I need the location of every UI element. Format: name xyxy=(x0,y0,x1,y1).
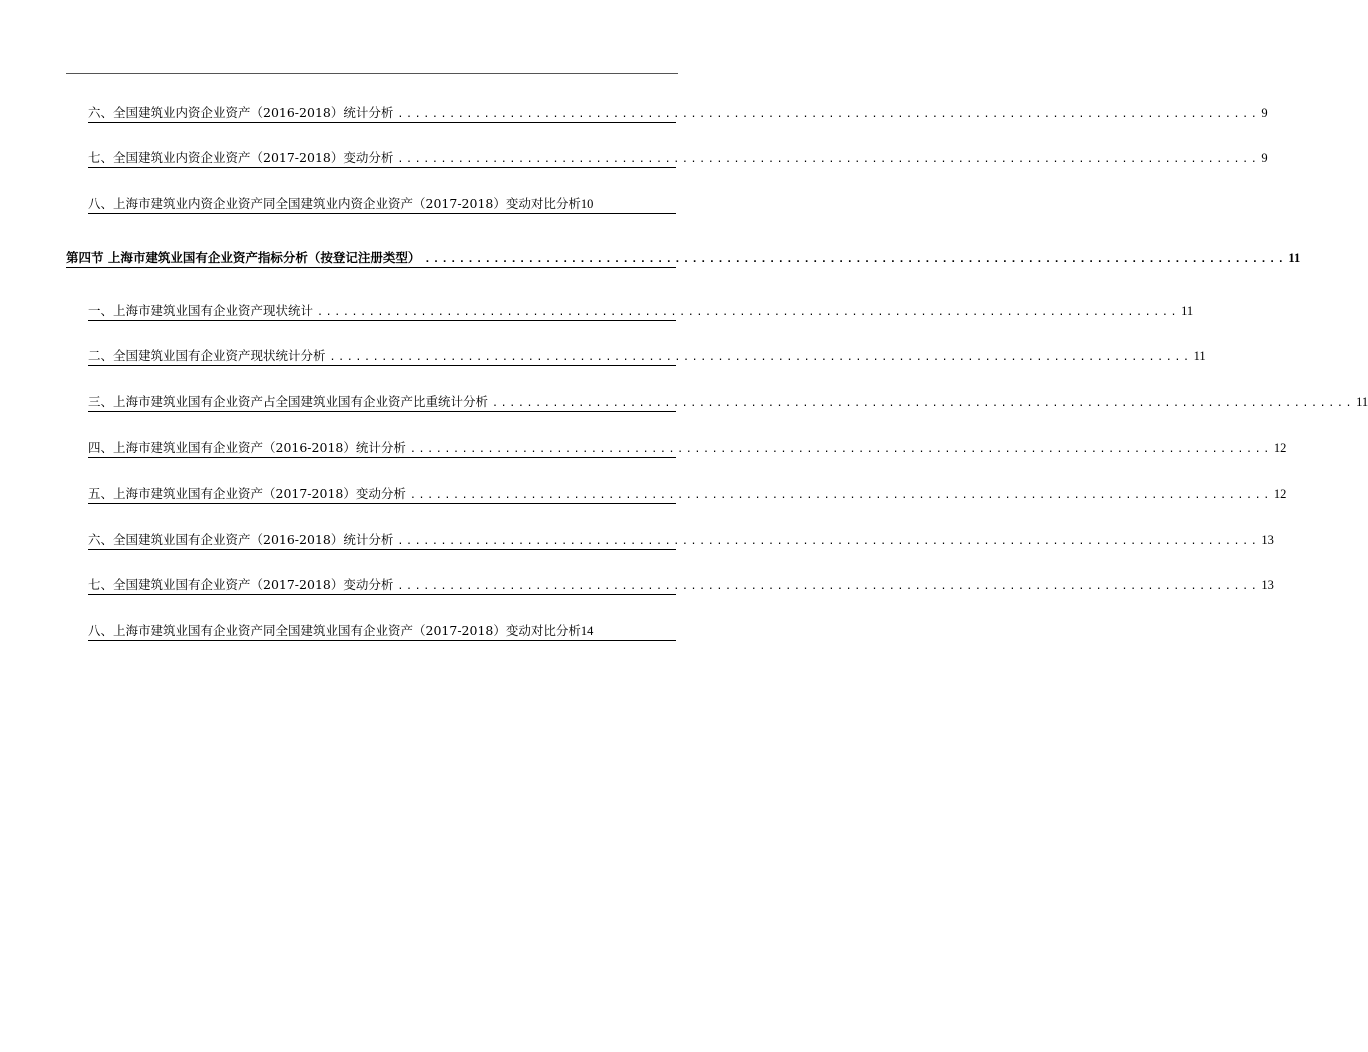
toc-entry[interactable] xyxy=(88,302,1194,321)
toc-entry[interactable] xyxy=(88,195,676,214)
toc-entry-title: 六、全国建筑业国有企业资产（2016-2018）统计分析 xyxy=(88,532,394,547)
toc-entry-page: 13 xyxy=(1261,578,1274,592)
toc-entry-page: 10 xyxy=(580,197,594,211)
toc-leader-dots: .................................................................................................... xyxy=(397,581,1260,592)
toc-entry-page: 12 xyxy=(1273,487,1287,501)
toc-entry-page: 9 xyxy=(1261,151,1268,165)
toc-entry-title: 七、全国建筑业国有企业资产（2017-2018）变动分析 xyxy=(88,577,394,592)
toc-entry-page: 11 xyxy=(1193,349,1206,363)
toc-entry[interactable] xyxy=(88,485,1287,504)
toc-entry-page: 11 xyxy=(1181,304,1194,318)
toc-leader-dots: .................................................................................................... xyxy=(409,490,1272,501)
toc-entry[interactable] xyxy=(88,393,1368,412)
toc-entry-title: 八、上海市建筑业国有企业资产同全国建筑业国有企业资产（2017-2018）变动对比分析 xyxy=(88,623,581,638)
toc-entry-title: 八、上海市建筑业内资企业资产同全国建筑业内资企业资产（2017-2018）变动对比分析 xyxy=(88,196,581,211)
toc-entry-page: 13 xyxy=(1261,533,1274,547)
toc-entry-page: 12 xyxy=(1273,441,1287,455)
toc-entry-title: 一、上海市建筑业国有企业资产现状统计 xyxy=(88,303,314,318)
toc-entry[interactable] xyxy=(88,622,676,641)
toc-entry-title: 三、上海市建筑业国有企业资产占全国建筑业国有企业资产比重统计分析 xyxy=(88,394,489,409)
toc-leader-dots: .................................................................................................... xyxy=(397,109,1260,120)
toc-entry-title: 六、全国建筑业内资企业资产（2016-2018）统计分析 xyxy=(88,105,394,120)
toc-entry[interactable] xyxy=(88,576,1274,595)
toc-entry[interactable] xyxy=(88,104,1268,123)
toc-leader-dots: .................................................................................................... xyxy=(409,444,1272,455)
toc-section-title: 第四节 上海市建筑业国有企业资产指标分析（按登记注册类型） xyxy=(66,250,421,265)
toc-leader-dots: .................................................................................................... xyxy=(492,398,1355,409)
toc-leader-dots: .................................................................................................... xyxy=(397,154,1260,165)
toc-leader-dots: .................................................................................................... xyxy=(317,307,1180,318)
toc-section-entry[interactable] xyxy=(66,249,1301,268)
toc-entry-title: 五、上海市建筑业国有企业资产（2017-2018）变动分析 xyxy=(88,486,406,501)
toc-leader-dots: .................................................................................................... xyxy=(424,254,1287,265)
toc-entry-page: 9 xyxy=(1261,106,1268,120)
toc-entry-title: 七、全国建筑业内资企业资产（2017-2018）变动分析 xyxy=(88,150,394,165)
toc-section-page: 11 xyxy=(1288,251,1301,265)
toc-entry-title: 二、全国建筑业国有企业资产现状统计分析 xyxy=(88,348,326,363)
header-rule xyxy=(66,73,678,74)
toc-entry-page: 14 xyxy=(580,624,594,638)
toc-leader-dots: .................................................................................................... xyxy=(329,352,1192,363)
toc-entry-page: 11 xyxy=(1356,395,1368,409)
toc-entry[interactable] xyxy=(88,149,1268,168)
toc-entry[interactable] xyxy=(88,347,1206,366)
toc-leader-dots: .................................................................................................... xyxy=(397,536,1260,547)
toc-entry-title: 四、上海市建筑业国有企业资产（2016-2018）统计分析 xyxy=(88,440,406,455)
toc-entry[interactable] xyxy=(88,531,1274,550)
toc-entry[interactable] xyxy=(88,439,1287,458)
